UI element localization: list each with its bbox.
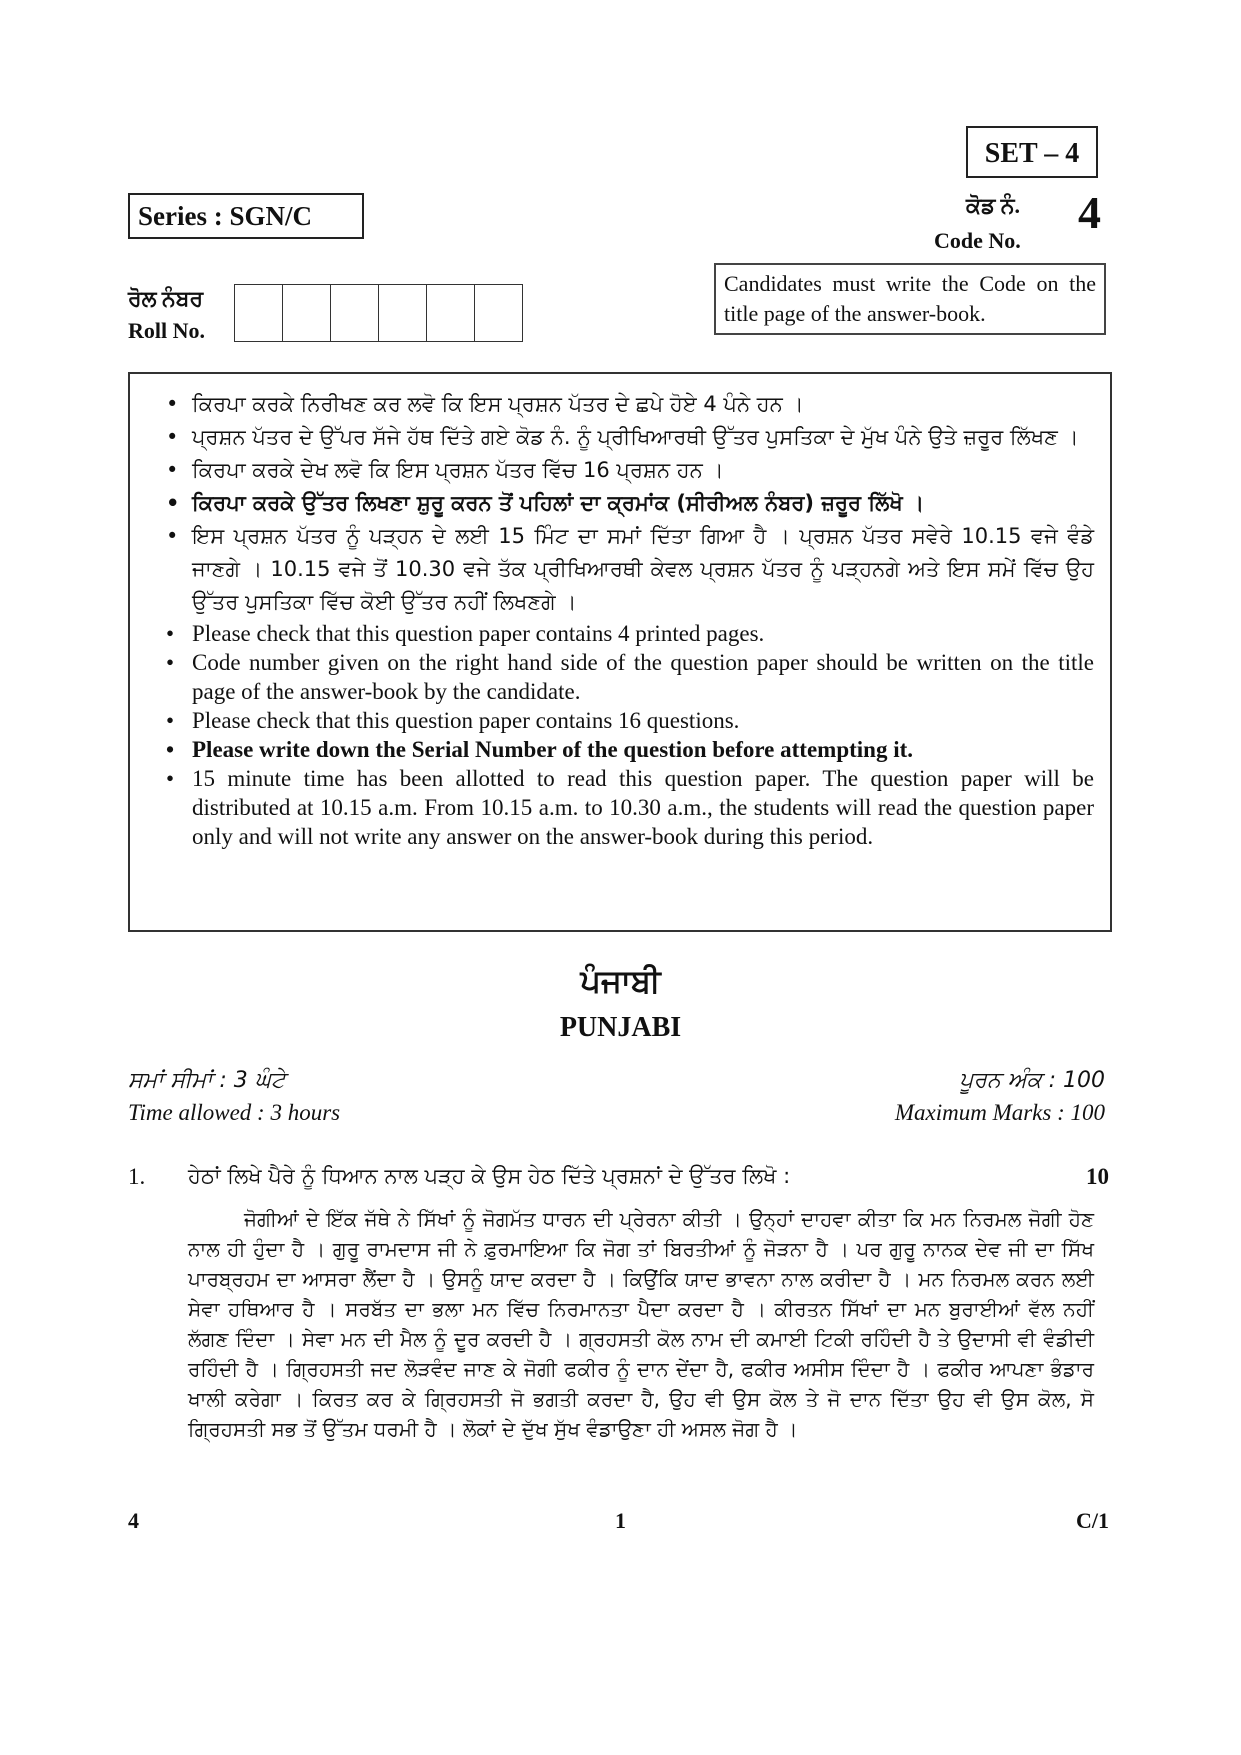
roll-number-cell[interactable] xyxy=(475,285,523,341)
instructions-list xyxy=(146,388,1094,851)
bullet-icon: • xyxy=(166,458,179,482)
code-label-english: Code No. xyxy=(934,228,1021,253)
instruction-text: Code number given on the right hand side of the question paper should be written on the title page of the answer-book by the candidate. xyxy=(192,650,1094,704)
instruction-text: 15 minute time has been allotted to read this question paper. The question paper will be distributed at 10.15 a.m. From 10.15 a.m. to 10.30 a.m., the students will read the question paper only and will not write any answer on the answer-book during this period. xyxy=(192,766,1094,849)
roll-label-punjabi: ਰੋਲ ਨੰਬਰ xyxy=(128,286,204,311)
question-marks: 10 xyxy=(1086,1164,1109,1189)
instruction-item xyxy=(146,706,1094,735)
instruction-text: ਕਿਰਪਾ ਕਰਕੇ ਨਿਰੀਖਣ ਕਰ ਲਵੋ ਕਿ ਇਸ ਪ੍ਰਸ਼ਨ ਪੱਤਰ ਦੇ ਛਪੇ ਹੋਏ 4 ਪੰਨੇ ਹਨ । xyxy=(192,392,804,416)
instruction-text: ਕਿਰਪਾ ਕਰਕੇ ਉੱਤਰ ਲਿਖਣਾ ਸ਼ੁਰੂ ਕਰਨ ਤੋਂ ਪਹਿਲਾਂ ਦਾ ਕ੍ਰਮਾਂਕ (ਸੀਰੀਅਲ ਨੰਬਰ) ਜ਼ਰੂਰ ਲਿੱਖੋ । xyxy=(192,491,925,515)
instruction-text: Please check that this question paper contains 4 printed pages. xyxy=(192,621,765,646)
instruction-item xyxy=(146,764,1094,851)
roll-number-boxes xyxy=(234,284,523,342)
instruction-item xyxy=(146,619,1094,648)
roll-number-cell[interactable] xyxy=(235,285,283,341)
bullet-icon: • xyxy=(166,766,175,791)
roll-number-cell[interactable] xyxy=(427,285,475,341)
bullet-icon: • xyxy=(166,737,175,762)
bullet-icon: • xyxy=(166,392,179,416)
instruction-text: ਪ੍ਰਸ਼ਨ ਪੱਤਰ ਦੇ ਉੱਪਰ ਸੱਜੇ ਹੱਥ ਦਿੱਤੇ ਗਏ ਕੋਡ ਨੰ. ਨੂੰ ਪ੍ਰੀਖਿਆਰਥੀ ਉੱਤਰ ਪੁਸਤਿਕਾ ਦੇ ਮੁੱਖ ਪੰਨੇ ਉਤੇ ਜ਼ਰੂਰ ਲਿੱਖਣ । xyxy=(192,425,1079,449)
roll-label-english: Roll No. xyxy=(128,318,205,343)
question-passage: ਜੋਗੀਆਂ ਦੇ ਇੱਕ ਜੱਥੇ ਨੇ ਸਿੱਖਾਂ ਨੂੰ ਜੋਗਮੱਤ ਧਾਰਨ ਦੀ ਪ੍ਰੇਰਨਾ ਕੀਤੀ । ਉਨ੍ਹਾਂ ਦਾਹਵਾ ਕੀਤਾ ਕਿ ਮਨ ਨਿਰਮਲ ਜੋਗੀ ਹੋਣ ਨਾਲ ਹੀ ਹੁੰਦਾ ਹੈ । ਗੁਰੂ ਰਾਮਦਾਸ ਜੀ ਨੇ ਫ਼ੁਰਮਾਇਆ ਕਿ ਜੋਗ ਤਾਂ ਬਿਰਤੀਆਂ ਨੂੰ ਜੋੜਨਾ ਹੈ । ਪਰ ਗੁਰੂ ਨਾਨਕ ਦੇਵ ਜੀ ਦਾ ਸਿੱਖ ਪਾਰਬ੍ਰਹਮ ਦਾ ਆਸਰਾ ਲੈਂਦਾ ਹੈ । ਉਸਨੂੰ ਯਾਦ ਕਰਦਾ ਹੈ । ਕਿਉਂਕਿ ਯਾਦ ਭਾਵਨਾ ਨਾਲ ਕਰੀਦਾ ਹੈ । ਮਨ ਨਿਰਮਲ ਕਰਨ ਲਈ ਸੇਵਾ ਹਥਿਆਰ ਹੈ । ਸਰਬੱਤ ਦਾ ਭਲਾ ਮਨ ਵਿੱਚ ਨਿਰਮਾਨਤਾ ਪੈਦਾ ਕਰਦਾ ਹੈ । ਕੀਰਤਨ ਸਿੱਖਾਂ ਦਾ ਮਨ ਬੁਰਾਈਆਂ ਵੱਲ ਨਹੀਂ ਲੱਗਣ ਦਿੰਦਾ । ਸੇਵਾ ਮਨ ਦੀ ਮੈਲ ਨੂੰ ਦੂਰ ਕਰਦੀ ਹੈ । ਗ੍ਰਹਸਤੀ ਕੋਲ ਨਾਮ ਦੀ ਕਮਾਈ ਟਿਕੀ ਰਹਿੰਦੀ ਹੈ ਤੇ ਉਦਾਸੀ ਵੀ ਵੰਡੀਦੀ ਰਹਿੰਦੀ ਹੈ । ਗ੍ਰਿਹਸਤੀ ਜਦ ਲੋੜਵੰਦ ਜਾਣ ਕੇ ਜੋਗੀ ਫਕੀਰ ਨੂੰ ਦਾਨ ਦੇਂਦਾ ਹੈ, ਫਕੀਰ ਅਸੀਸ ਦਿੰਦਾ ਹੈ । ਫਕੀਰ ਆਪਣਾ ਭੰਡਾਰ ਖਾਲੀ ਕਰੇਗਾ । ਕਿਰਤ ਕਰ ਕੇ ਗ੍ਰਿਹਸਤੀ ਜੋ ਭਗਤੀ ਕਰਦਾ ਹੈ, ਉਹ ਵੀ ਉਸ ਕੋਲ ਤੇ ਜੋ ਦਾਨ ਦਿੱਤਾ ਉਹ ਵੀ ਉਸ ਕੋਲ, ਸੋ ਗ੍ਰਿਹਸਤੀ ਸਭ ਤੋਂ ਉੱਤਮ ਧਰਮੀ ਹੈ । ਲੋਕਾਂ ਦੇ ਦੁੱਖ ਸੁੱਖ ਵੰਡਾਉਣਾ ਹੀ ਅਸਲ ਜੋਗ ਹੈ । xyxy=(188,1207,1094,1441)
subject-title-punjabi: ਪੰਜਾਬੀ xyxy=(580,962,661,1000)
time-allowed-punjabi: ਸਮਾਂ ਸੀਮਾਂ : 3 ਘੰਟੇ xyxy=(128,1068,286,1093)
bullet-icon: • xyxy=(166,425,179,449)
subject-title-english: PUNJABI xyxy=(559,1012,682,1043)
question-prompt: ਹੇਠਾਂ ਲਿਖੇ ਪੈਰੇ ਨੂੰ ਧਿਆਨ ਨਾਲ ਪੜ੍ਹ ਕੇ ਉਸ ਹੇਠ ਦਿੱਤੇ ਪ੍ਰਸ਼ਨਾਂ ਦੇ ਉੱਤਰ ਲਿਖੋ : xyxy=(188,1164,791,1188)
max-marks-punjabi: ਪੂਰਨ ਅੰਕ : 100 xyxy=(959,1068,1105,1093)
code-label-punjabi: ਕੋਡ ਨੰ. xyxy=(966,193,1021,218)
instruction-item xyxy=(146,388,1094,421)
instructions-box xyxy=(128,372,1112,932)
roll-number-cell[interactable] xyxy=(283,285,331,341)
instruction-text: ਕਿਰਪਾ ਕਰਕੇ ਦੇਖ ਲਵੋ ਕਿ ਇਸ ਪ੍ਰਸ਼ਨ ਪੱਤਰ ਵਿੱਚ 16 ਪ੍ਰਸ਼ਨ ਹਨ । xyxy=(192,458,724,482)
bullet-icon: • xyxy=(166,524,179,548)
max-marks-english: Maximum Marks : 100 xyxy=(894,1100,1105,1125)
bullet-icon: • xyxy=(166,491,180,515)
time-allowed-english: Time allowed : 3 hours xyxy=(128,1100,341,1125)
footer-code: 4 xyxy=(128,1508,139,1533)
bullet-icon: • xyxy=(166,621,175,646)
footer-page-ref: C/1 xyxy=(1076,1508,1109,1533)
page-number: 1 xyxy=(615,1508,626,1533)
code-value: 4 xyxy=(1078,187,1101,238)
instruction-text: Please check that this question paper contains 16 questions. xyxy=(192,708,740,733)
series-label: Series : SGN/C xyxy=(128,193,364,239)
instruction-text: Please write down the Serial Number of the question before attempting it. xyxy=(192,737,914,762)
instruction-item xyxy=(146,421,1094,454)
question-number: 1. xyxy=(128,1164,146,1189)
instruction-text: ਇਸ ਪ੍ਰਸ਼ਨ ਪੱਤਰ ਨੂੰ ਪੜ੍ਹਨ ਦੇ ਲਈ 15 ਮਿੰਟ ਦਾ ਸਮਾਂ ਦਿੱਤਾ ਗਿਆ ਹੈ । ਪ੍ਰਸ਼ਨ ਪੱਤਰ ਸਵੇਰੇ 10.15 ਵਜੇ ਵੰਡੇ ਜਾਣਗੇ । 10.15 ਵਜੇ ਤੋਂ 10.30 ਵਜੇ ਤੱਕ ਪ੍ਰੀਖਿਆਰਥੀ ਕੇਵਲ ਪ੍ਰਸ਼ਨ ਪੱਤਰ ਨੂੰ ਪੜ੍ਹਨਗੇ ਅਤੇ ਇਸ ਸਮੇਂ ਵਿੱਚ ਉਹ ਉੱਤਰ ਪੁਸਤਿਕਾ ਵਿੱਚ ਕੋਈ ਉੱਤਰ ਨਹੀਂ ਲਿਖਣਗੇ । xyxy=(192,524,1094,614)
instruction-item xyxy=(146,454,1094,487)
roll-number-cell[interactable] xyxy=(331,285,379,341)
instruction-item xyxy=(146,735,1094,764)
set-label: SET – 4 xyxy=(966,126,1098,178)
code-notice: Candidates must write the Code on the title page of the answer-book. xyxy=(714,263,1106,335)
roll-number-cell[interactable] xyxy=(379,285,427,341)
instruction-item xyxy=(146,648,1094,706)
bullet-icon: • xyxy=(166,708,175,733)
instruction-item xyxy=(146,487,1094,520)
bullet-icon: • xyxy=(166,650,175,675)
instruction-item xyxy=(146,520,1094,619)
